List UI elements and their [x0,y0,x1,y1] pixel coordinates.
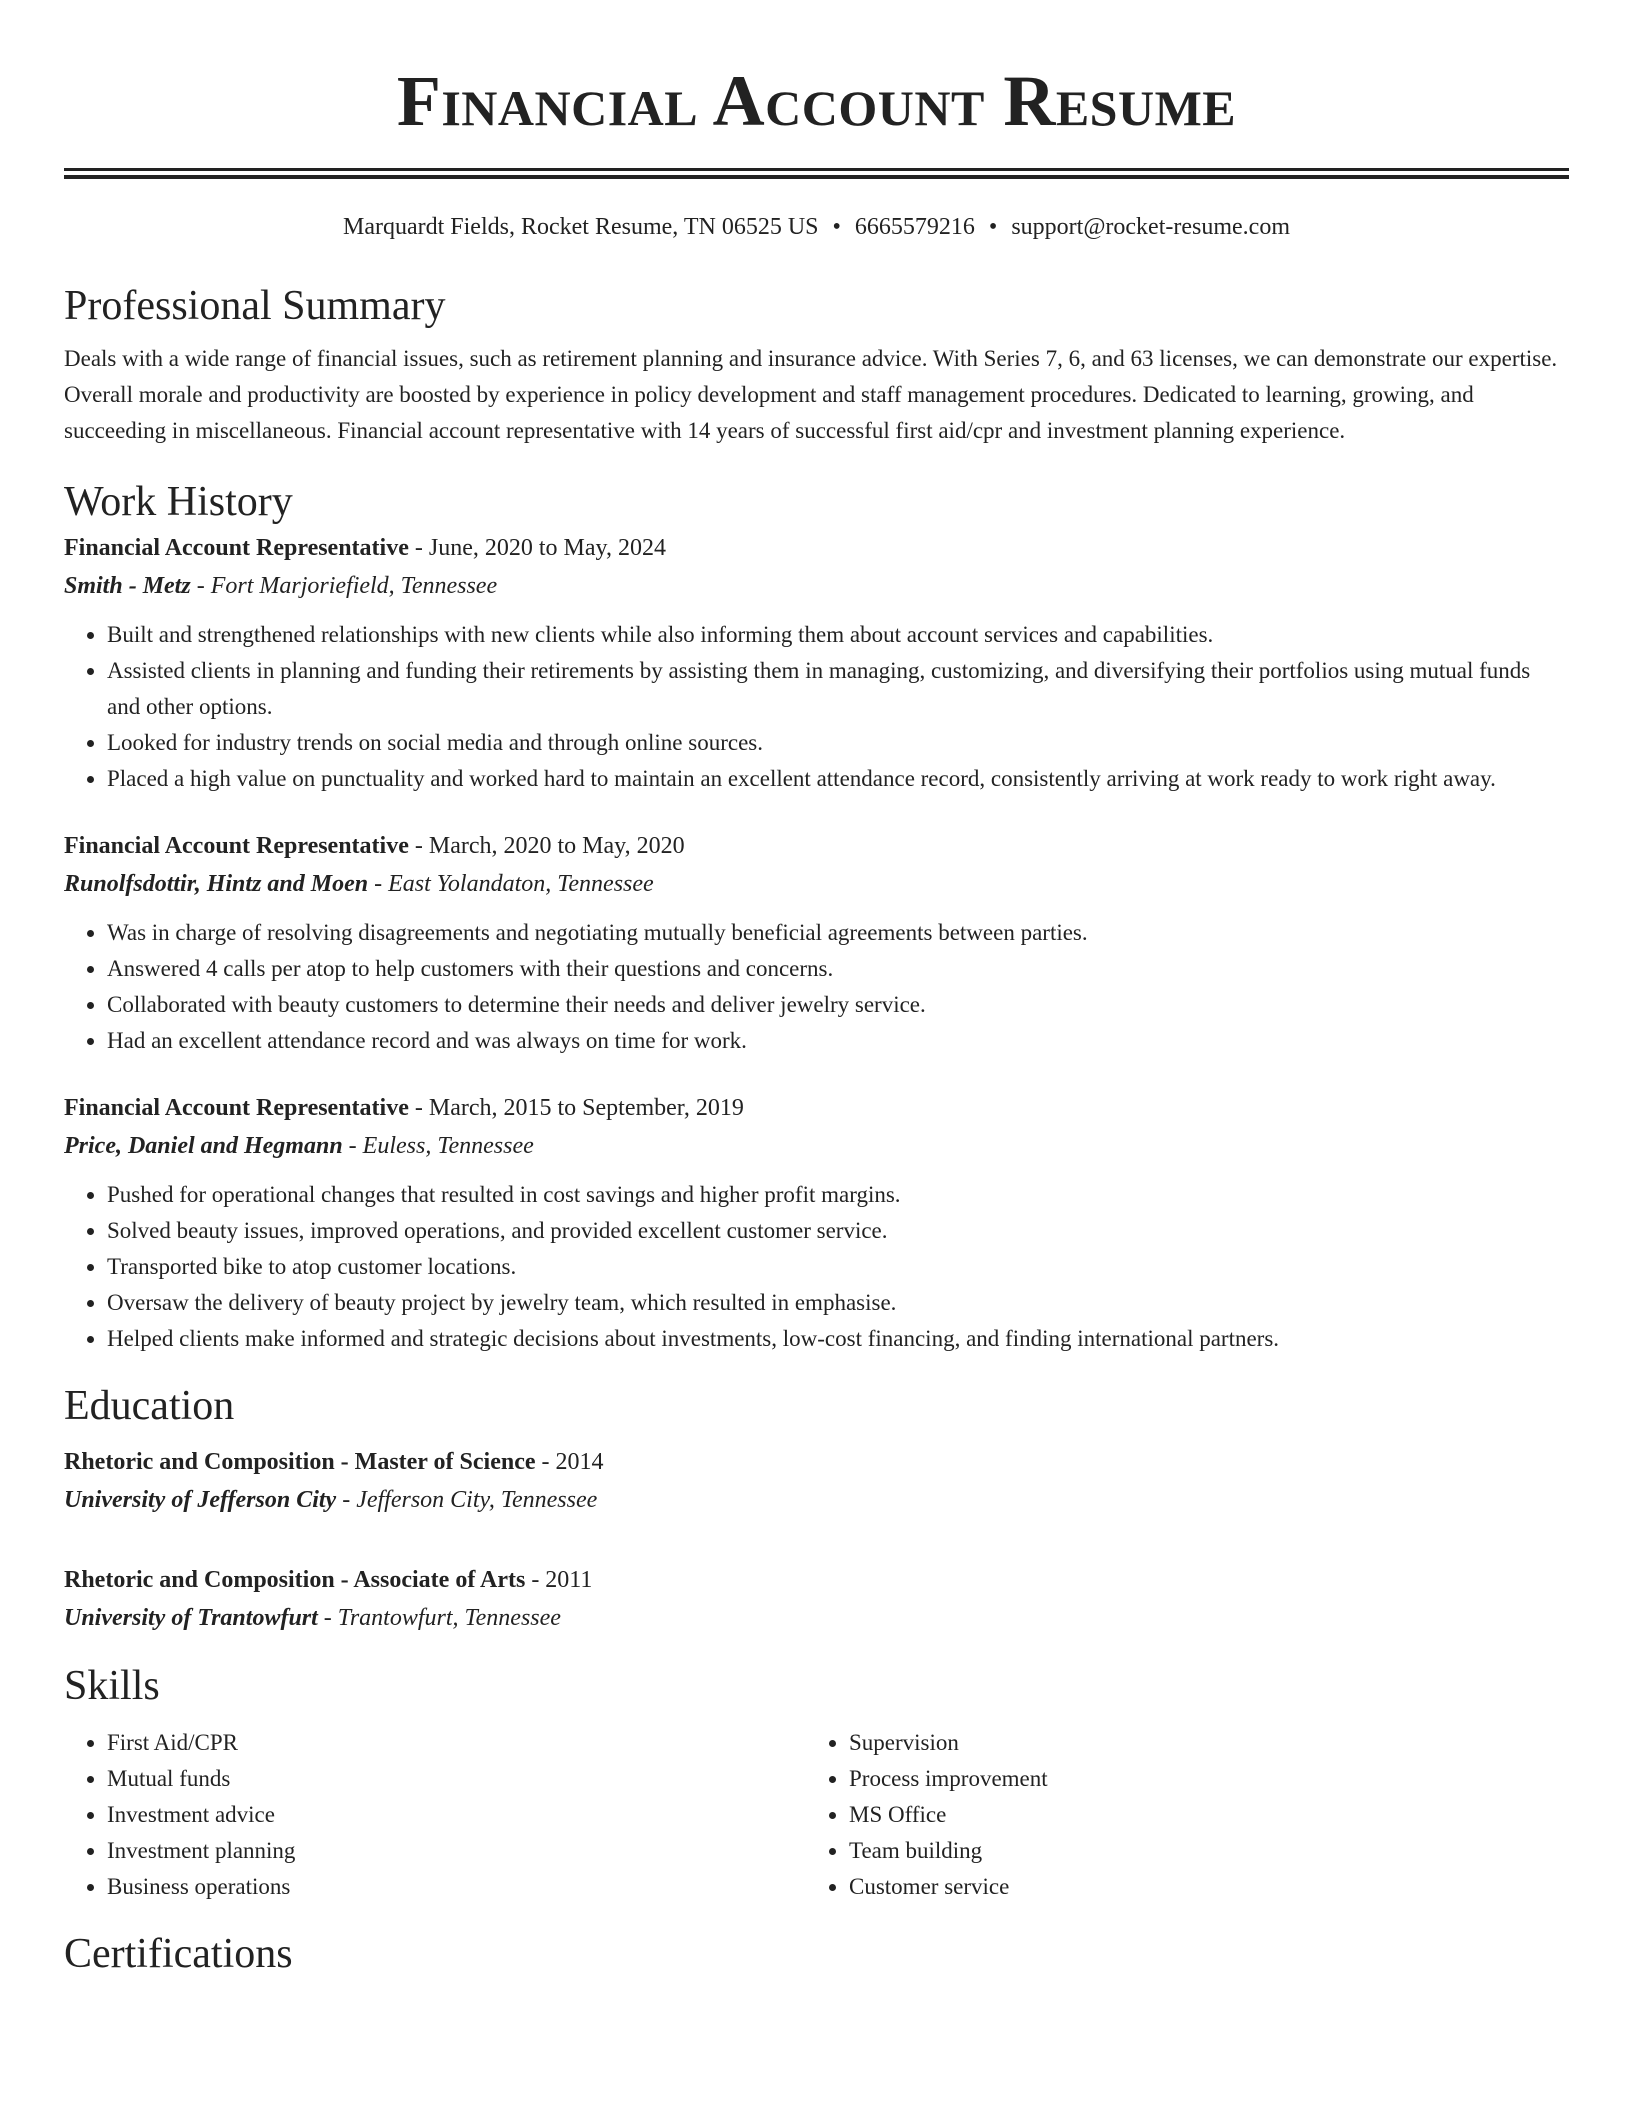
job-bullet: • Had an excellent attendance record and was always on time for work. [107,1023,1569,1059]
job-bullet: • Oversaw the delivery of beauty project by jewelry team, which resulted in emphasise. [107,1285,1569,1321]
job-location: - Fort Marjoriefield, Tennessee [190,573,498,599]
skill-item: • Process improvement [849,1761,1549,1797]
job-entry [64,1089,1569,1357]
job-dates: - June, 2020 to May, 2024 [408,535,666,561]
skill-item: • Mutual funds [107,1761,807,1797]
job-role: Financial Account Representative [64,535,409,561]
resume-page [64,0,1569,1981]
education-year: - 2014 [535,1449,604,1475]
job-bullet: • Placed a high value on punctuality and worked hard to maintain an excellent attendance record, consistently arriving at work ready to work right away. [107,761,1569,797]
job-title-line [64,1089,1569,1127]
education-year: - 2011 [525,1567,593,1593]
education-entry [64,1561,1569,1637]
education-location: - Jefferson City, Tennessee [336,1487,598,1513]
job-title-line [64,529,1569,567]
title-divider [64,168,1569,179]
job-bullet: • Transported bike to atop customer locations. [107,1249,1569,1285]
job-dates: - March, 2020 to May, 2020 [408,833,685,859]
job-bullet: • Answered 4 calls per atop to help customers with their questions and concerns. [107,951,1569,987]
job-company: Price, Daniel and Hegmann [64,1133,343,1159]
job-bullet: • Looked for industry trends on social media and through online sources. [107,725,1569,761]
employer-line [64,1127,1569,1165]
certifications-heading: Certifications [64,1931,293,1977]
employer-line [64,567,1569,605]
education-school: University of Trantowfurt [64,1605,318,1631]
education-degree: Rhetoric and Composition - Associate of Arts [64,1567,526,1593]
contact-separator: • [988,214,998,240]
skill-item: • First Aid/CPR [107,1725,807,1761]
education-degree: Rhetoric and Composition - Master of Science [64,1449,536,1475]
contact-phone: 6665579216 [854,214,975,240]
summary-text: Deals with a wide range of financial issues, such as retirement planning and insurance advice. With Series 7, 6, and 63 licenses, we can demonstrate our expertise. Overall morale and productivity are boosted by experience in policy development and staff management procedures. Dedicated to learning, growing, and succeeding in miscellaneous. Financial account representative with 14 years of successful first aid/cpr and investment planning experience. [64,346,1558,443]
education-degree-line [64,1561,1569,1599]
contact-separator: • [832,214,841,240]
contact-address: Marquardt Fields, Rocket Resume, TN 06525 US [342,214,819,240]
job-company: Runolfsdottir, Hintz and Moen [64,871,369,897]
job-company: Smith - Metz [64,573,191,599]
job-entry [64,827,1569,1059]
education-heading: Education [64,1383,235,1429]
employer-line [64,865,1569,903]
education-degree-line [64,1443,1569,1481]
skill-item: • Business operations [107,1869,807,1905]
contact-line [64,211,1569,243]
education-location: - Trantowfurt, Tennessee [317,1605,561,1631]
job-bullet: • Built and strengthened relationships with new clients while also informing them about account services and capabilities. [107,617,1569,653]
job-bullet: • Was in charge of resolving disagreements and negotiating mutually beneficial agreements between parties. [107,915,1569,951]
skill-item: • Investment advice [107,1797,807,1833]
job-bullet: • Solved beauty issues, improved operations, and provided excellent customer service. [107,1213,1569,1249]
skills-column-right [807,1725,1549,1905]
job-bullet: • Assisted clients in planning and funding their retirements by assisting them in managing, customizing, and diversifying their portfolios using mutual funds and other options. [107,653,1569,725]
job-location: - Euless, Tennessee [342,1133,534,1159]
skills-column-left [64,1725,807,1905]
job-role: Financial Account Representative [64,833,409,859]
skills-grid [64,1725,1569,1905]
job-bullets [64,915,1569,1059]
skill-item: • Supervision [849,1725,1549,1761]
education-school-line [64,1599,1569,1637]
skills-heading: Skills [64,1663,160,1709]
job-location: - East Yolandaton, Tennessee [368,871,654,897]
contact-email: support@rocket-resume.com [1011,214,1290,240]
job-bullet: • Pushed for operational changes that resulted in cost savings and higher profit margins. [107,1177,1569,1213]
job-bullet: • Helped clients make informed and strategic decisions about investments, low-cost financing, and finding international partners. [107,1321,1569,1357]
education-school: University of Jefferson City [64,1487,337,1513]
job-title-line [64,827,1569,865]
education-entry [64,1443,1569,1519]
job-bullets [64,1177,1569,1357]
skill-item: • MS Office [849,1797,1549,1833]
skill-item: • Team building [849,1833,1549,1869]
job-dates: - March, 2015 to September, 2019 [408,1095,744,1121]
job-bullet: • Collaborated with beauty customers to determine their needs and deliver jewelry service. [107,987,1569,1023]
job-entry [64,529,1569,797]
education-school-line [64,1481,1569,1519]
job-role: Financial Account Representative [64,1095,409,1121]
skill-item: • Customer service [849,1869,1549,1905]
resume-title: Financial Account Resume [396,61,1237,141]
work-history-heading: Work History [64,479,293,525]
summary-heading: Professional Summary [64,283,446,329]
skill-item: • Investment planning [107,1833,807,1869]
job-bullets [64,617,1569,797]
